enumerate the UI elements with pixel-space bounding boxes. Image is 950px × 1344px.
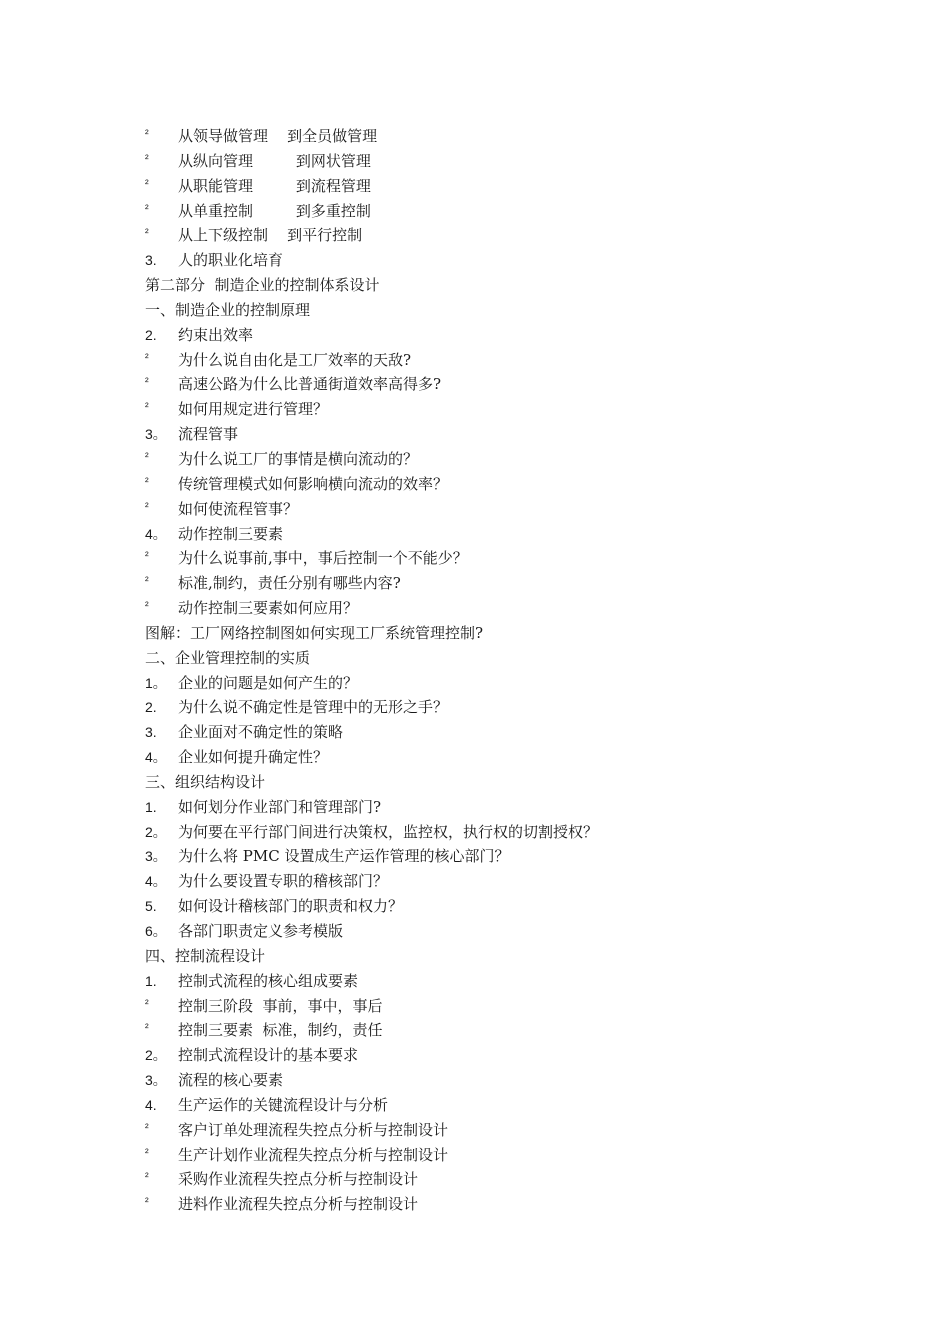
line-text: 进料作业流程失控点分析与控制设计 [178,1195,419,1214]
bullet-marker: ² [145,450,149,463]
line-text: 控制式流程的核心组成要素 [178,971,359,990]
bullet-marker: ² [145,227,149,240]
line-text: 从上下级控制 到平行控制 [178,226,363,245]
line-text: 企业的问题是如何产生的？ [178,673,359,692]
line-text: 为什么说工厂的事情是横向流动的？ [178,449,419,468]
line-text: 采购作业流程失控点分析与控制设计 [178,1170,419,1189]
section-heading [145,273,845,298]
list-number: 3. [145,252,157,269]
bullet-marker: ² [145,401,149,414]
bullet-marker: ² [145,997,149,1010]
bullet-item [145,1167,845,1192]
line-text: 流程的核心要素 [178,1071,284,1090]
numbered-item [145,844,845,869]
numbered-item [145,695,845,720]
line-text: 高速公路为什么比普通街道效率高得多? [178,375,442,394]
line-text: 图解：工厂网络控制图如何实现工厂系统管理控制? [145,623,484,642]
numbered-item [145,323,845,348]
line-text: 控制三要素 标准，制约，责任 [178,1021,383,1040]
bullet-item [145,497,845,522]
line-text: 如何设计稽核部门的职责和权力？ [178,897,404,916]
bullet-item [145,546,845,571]
line-text: 为什么说不确定性是管理中的无形之手？ [178,698,449,717]
list-number: 5. [145,898,157,915]
bullet-item [145,199,845,224]
bullet-marker: ² [145,202,149,215]
bullet-item [145,1143,845,1168]
line-text: 为什么将 PMC 设置成生产运作管理的核心部门？ [178,847,510,866]
bullet-marker: ² [145,600,149,613]
line-text: 控制式流程设计的基本要求 [178,1046,359,1065]
list-number: 4。 [145,749,167,766]
bullet-item [145,149,845,174]
numbered-item [145,1068,845,1093]
section-heading [145,944,845,969]
bullet-marker: ² [145,1022,149,1035]
numbered-item [145,745,845,770]
bullet-marker: ² [145,500,149,513]
list-number: 2. [145,699,157,716]
document-body [145,124,845,1217]
numbered-item [145,1043,845,1068]
line-text: 流程管事 [178,425,239,444]
bullet-item [145,124,845,149]
bullet-item [145,223,845,248]
line-text: 二、企业管理控制的实质 [145,648,311,667]
numbered-item [145,795,845,820]
list-number: 2. [145,326,157,343]
line-text: 从纵向管理 到网状管理 [178,151,371,170]
bullet-marker: ² [145,1146,149,1159]
line-text: 生产运作的关键流程设计与分析 [178,1095,389,1114]
list-number: 3. [145,724,157,741]
numbered-item [145,894,845,919]
list-number: 2。 [145,1047,167,1064]
section-heading [145,298,845,323]
bullet-item [145,372,845,397]
numbered-item [145,969,845,994]
bullet-item [145,596,845,621]
line-text: 第二部分 制造企业的控制体系设计 [145,276,380,295]
line-text: 生产计划作业流程失控点分析与控制设计 [178,1145,449,1164]
list-number: 1. [145,972,157,989]
list-number: 3。 [145,1072,167,1089]
line-text: 一、制造企业的控制原理 [145,300,311,319]
bullet-item [145,348,845,373]
bullet-item [145,174,845,199]
list-number: 4。 [145,525,167,542]
line-text: 动作控制三要素 [178,524,284,543]
numbered-item [145,248,845,273]
line-text: 约束出效率 [178,325,254,344]
bullet-item [145,472,845,497]
line-text: 如何划分作业部门和管理部门? [178,797,382,816]
bullet-marker: ² [145,475,149,488]
numbered-item [145,820,845,845]
bullet-item [145,994,845,1019]
numbered-item [145,1093,845,1118]
bullet-marker: ² [145,128,149,140]
bullet-item [145,571,845,596]
bullet-item [145,447,845,472]
list-number: 1. [145,798,157,815]
bullet-item [145,397,845,422]
line-text: 三、组织结构设计 [145,772,266,791]
bullet-marker: ² [145,152,149,165]
bullet-marker: ² [145,550,149,563]
line-text: 四、控制流程设计 [145,946,266,965]
line-text: 传统管理模式如何影响横向流动的效率？ [178,474,449,493]
line-text: 为什么要设置专职的稽核部门？ [178,872,389,891]
bullet-item [145,1118,845,1143]
line-text: 从单重控制 到多重控制 [178,201,371,220]
list-number: 3。 [145,848,167,865]
list-number: 4。 [145,873,167,890]
line-text: 为何要在平行部门间进行决策权，监控权，执行权的切割授权？ [178,822,599,841]
line-text: 标准,制约，责任分别有哪些内容? [178,574,401,593]
bullet-marker: ² [145,1121,149,1134]
numbered-item [145,422,845,447]
line-text: 企业面对不确定性的策略 [178,723,344,742]
numbered-item [145,522,845,547]
line-text: 如何使流程管事？ [178,499,299,518]
line-text: 各部门职责定义参考模版 [178,922,344,940]
list-number: 6。 [145,923,167,939]
line-text: 控制三阶段 事前，事中，事后 [178,996,383,1015]
line-text: 企业如何提升确定性？ [178,748,329,767]
line-text: 为什么说事前,事中，事后控制一个不能少？ [178,549,468,568]
bullet-marker: ² [145,376,149,389]
section-heading [145,770,845,795]
numbered-item [145,720,845,745]
numbered-item [145,671,845,696]
line-text: 从领导做管理 到全员做管理 [178,127,378,145]
list-number: 2。 [145,823,167,840]
bullet-item [145,1018,845,1043]
list-number: 4. [145,1096,157,1113]
line-text: 如何用规定进行管理？ [178,400,329,419]
list-number: 3。 [145,426,167,443]
numbered-item [145,919,845,944]
line-text: 人的职业化培育 [178,251,284,270]
bullet-marker: ² [145,177,149,190]
line-text: 动作控制三要素如何应用？ [178,599,359,618]
bullet-marker: ² [145,1196,149,1209]
line-text: 从职能管理 到流程管理 [178,176,371,195]
section-heading [145,646,845,671]
line-text: 为什么说自由化是工厂效率的天敌? [178,350,412,369]
bullet-marker: ² [145,1171,149,1184]
bullet-marker: ² [145,575,149,588]
bullet-item [145,1192,845,1217]
list-number: 1。 [145,674,167,691]
bullet-marker: ² [145,351,149,364]
section-heading [145,621,845,646]
line-text: 客户订单处理流程失控点分析与控制设计 [178,1120,449,1139]
numbered-item [145,869,845,894]
